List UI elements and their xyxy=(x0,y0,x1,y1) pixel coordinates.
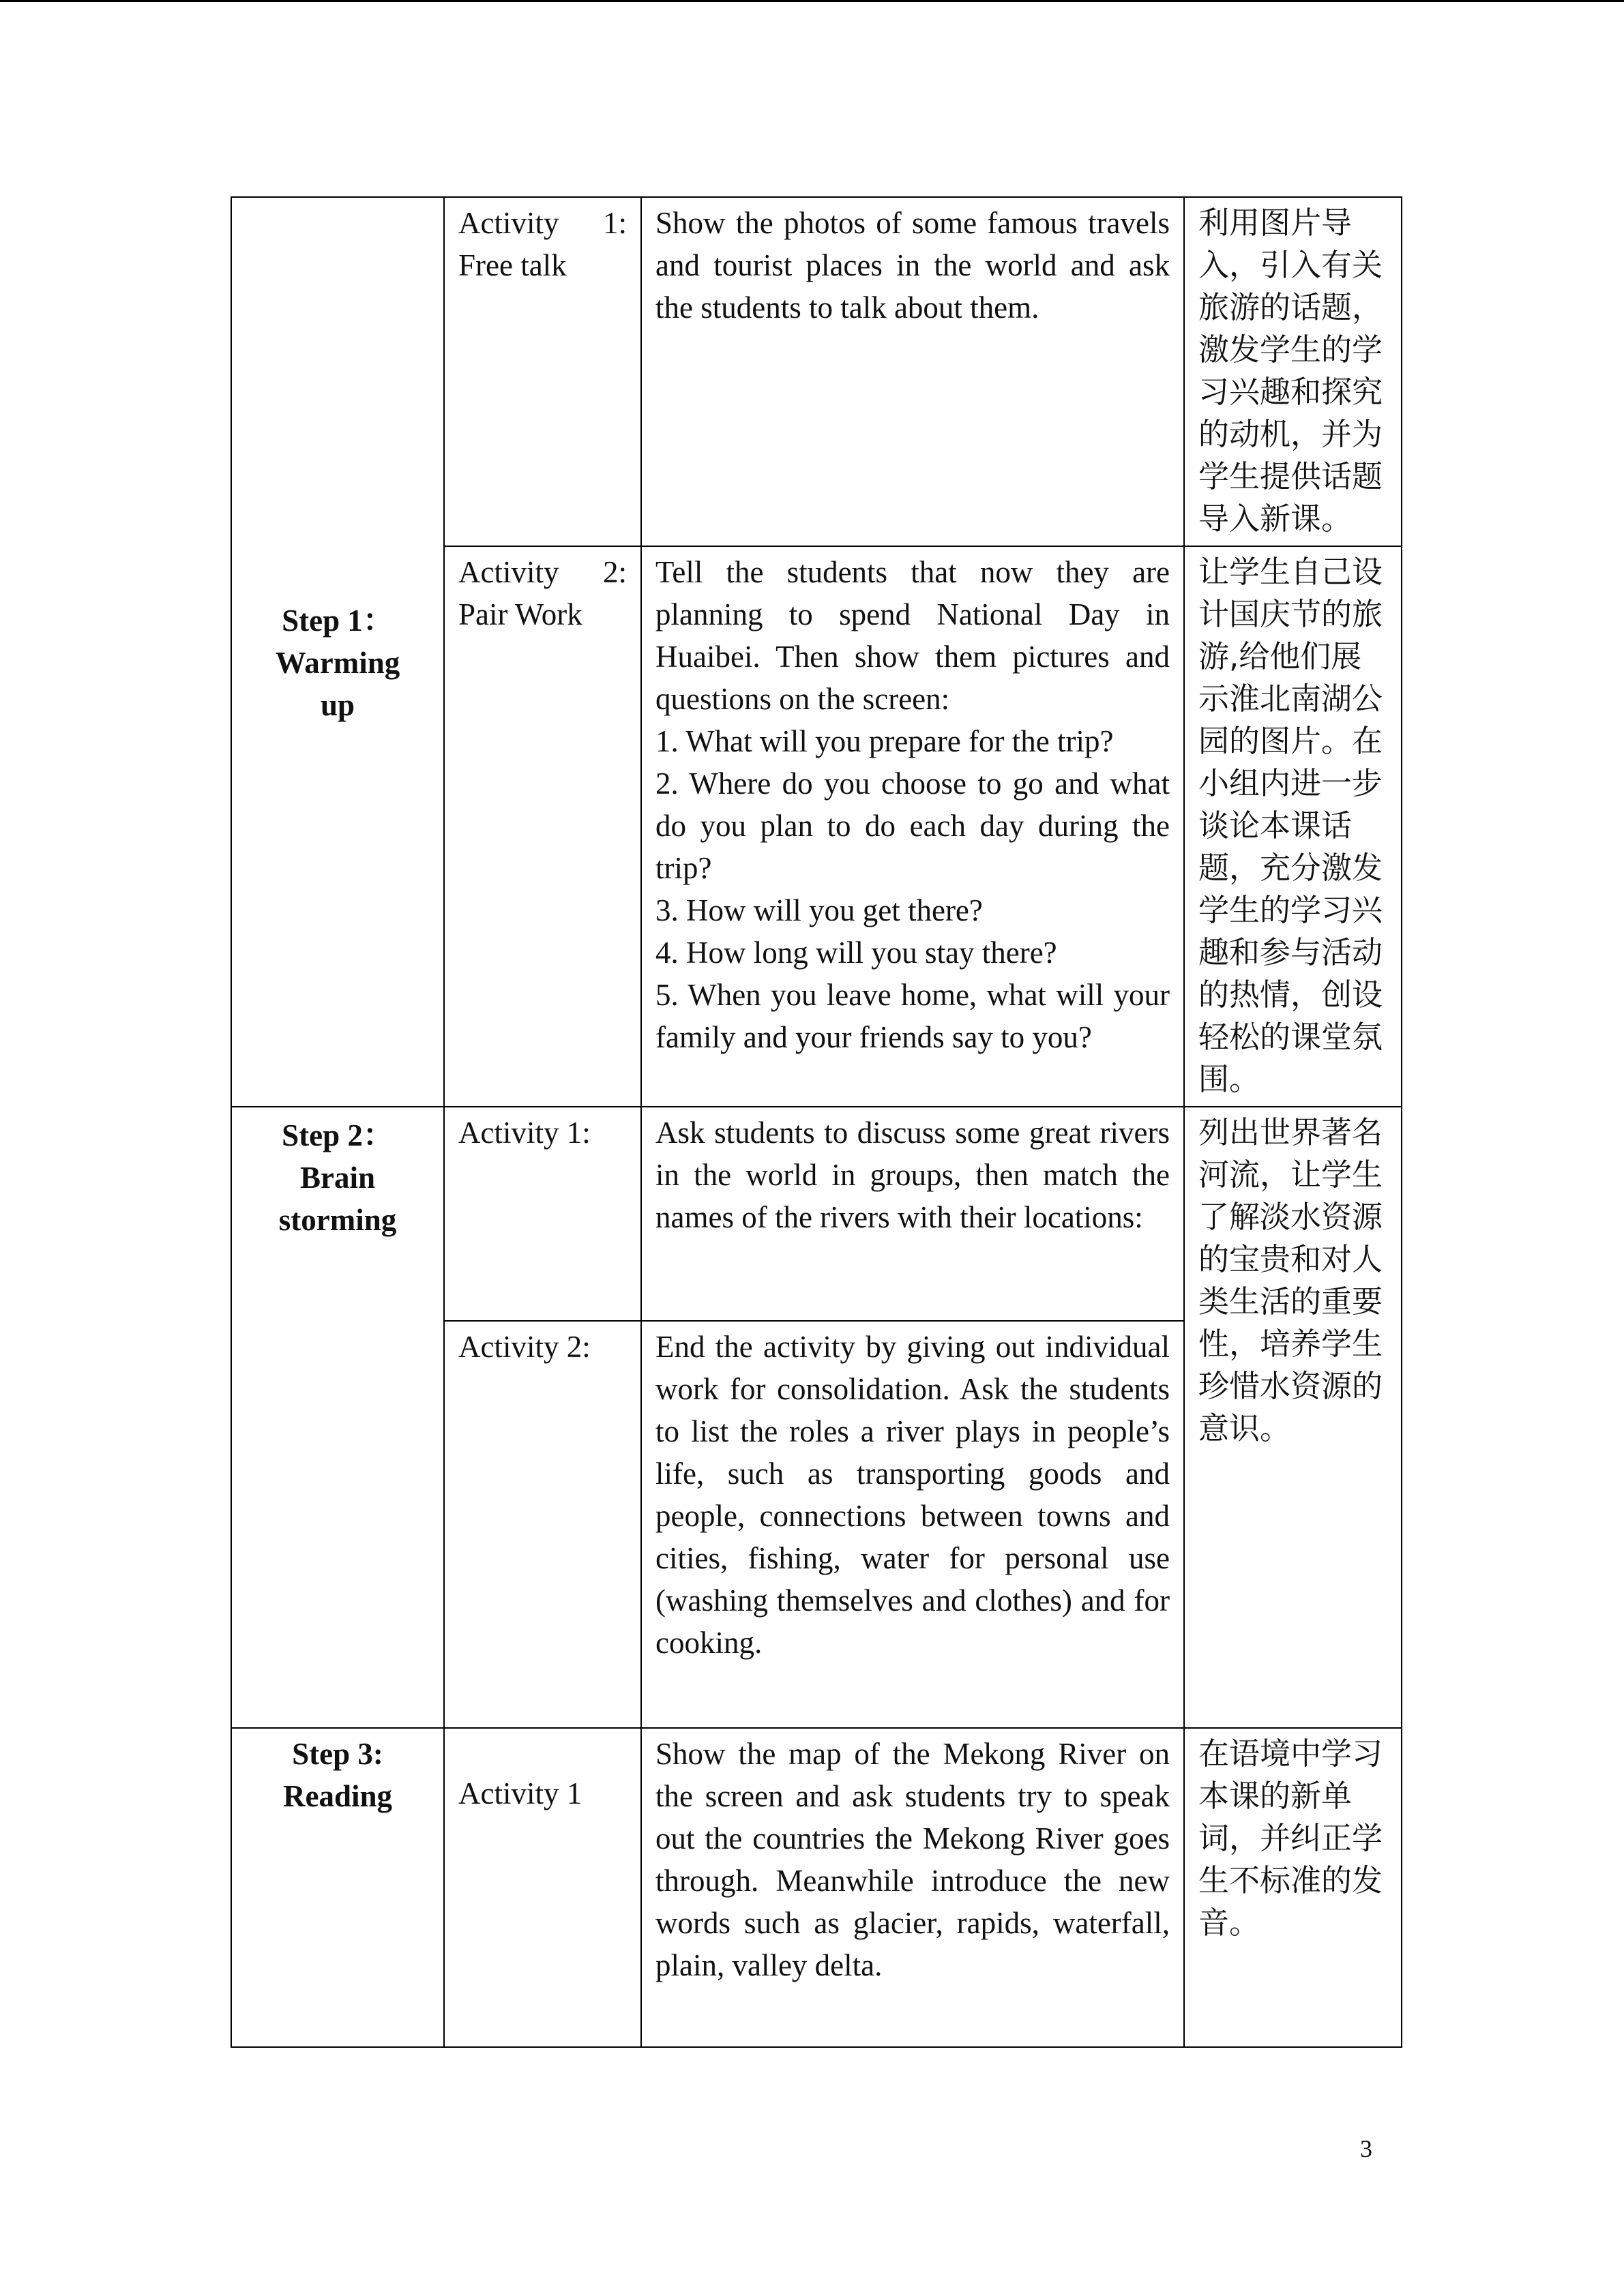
step2-activity2-content: End the activity by giving out individual work for consolidation. Ask the students to list the roles a river plays in people’s life, such as transporting goods and people, connections between towns and cities, fishing, water for personal use (washing themselves and clothes) and for cooking. xyxy=(641,1321,1184,1728)
step3-title-line2: Reading xyxy=(282,1779,393,1813)
step1-activity1-label-word: Activity xyxy=(458,206,559,240)
step1-activity2-intro: Tell the students that now they are planning to spend National Day in Huaibei. Then show them pictures and questions on the screen: xyxy=(655,555,1170,716)
step1-activity1-label xyxy=(444,197,641,546)
lesson-plan-table xyxy=(231,196,1402,2048)
top-border-line xyxy=(0,0,1624,2)
step1-title-line1: Step 1： xyxy=(282,603,394,638)
step3-activity1-content: Show the map of the Mekong River on the screen and ask students try to speak out the countries the Mekong River goes through. Meanwhile introduce the new words such as glacier, rapids, waterfall, plain, valley delta. xyxy=(641,1728,1184,2047)
step1-activity2-question: 5. When you leave home, what will your family and your friends say to you? xyxy=(655,978,1170,1054)
table-row xyxy=(231,1728,1402,2047)
step1-title xyxy=(231,197,444,1107)
step2-activity2-label: Activity 2: xyxy=(444,1321,641,1728)
step1-activity1-content: Show the photos of some famous travels and tourist places in the world and ask the students to talk about them. xyxy=(641,197,1184,546)
step1-activity2-question: 2. Where do you choose to go and what do you plan to do each day during the trip? xyxy=(655,766,1170,885)
table-row xyxy=(231,197,1402,546)
step2-title xyxy=(231,1107,444,1728)
step2-title-line3: storming xyxy=(278,1203,397,1237)
step3-title-line1: Step 3: xyxy=(292,1737,383,1771)
step2-note: 列出世界著名河流，让学生了解淡水资源的宝贵和对人类生活的重要性，培养学生珍惜水资源的意识。 xyxy=(1184,1107,1402,1728)
step1-activity1-label-type: Free talk xyxy=(458,248,567,282)
step1-activity2-question: 1. What will you prepare for the trip? xyxy=(655,724,1114,758)
step2-activity1-label: Activity 1: xyxy=(444,1107,641,1321)
step1-activity1-note: 利用图片导入，引入有关旅游的话题，激发学生的学习兴趣和探究的动机，并为学生提供话题导入新课。 xyxy=(1184,197,1402,546)
step1-activity2-label-number: 2: xyxy=(602,555,627,589)
page-number: 3 xyxy=(1360,2135,1372,2162)
step3-activity1-label xyxy=(444,1728,641,2047)
step2-title-line2: Brain xyxy=(299,1161,376,1195)
step1-activity2-label xyxy=(444,546,641,1107)
step1-activity2-content xyxy=(641,546,1184,1107)
step1-title-line3: up xyxy=(320,688,355,722)
step1-title-line2: Warming xyxy=(275,646,400,680)
step2-title-line1: Step 2： xyxy=(282,1118,394,1152)
step3-title xyxy=(231,1728,444,2047)
step1-activity1-label-number: 1: xyxy=(602,206,627,240)
step1-activity2-question: 4. How long will you stay there? xyxy=(655,936,1057,970)
table-row xyxy=(231,1107,1402,1321)
step3-note: 在语境中学习本课的新单词，并纠正学生不标准的发音。 xyxy=(1184,1728,1402,2047)
step3-activity1-label-text: Activity 1 xyxy=(458,1776,582,1810)
step1-activity2-label-type: Pair Work xyxy=(458,597,582,631)
step2-activity1-content: Ask students to discuss some great rivers in the world in groups, then match the names of the rivers with their locations: xyxy=(641,1107,1184,1321)
step1-activity2-label-word: Activity xyxy=(458,555,559,589)
step1-activity2-question: 3. How will you get there? xyxy=(655,893,983,927)
step1-activity2-note: 让学生自己设计国庆节的旅游,给他们展示淮北南湖公园的图片。在小组内进一步谈论本课话题，充分激发学生的学习兴趣和参与活动的热情，创设轻松的课堂氛围。 xyxy=(1184,546,1402,1107)
